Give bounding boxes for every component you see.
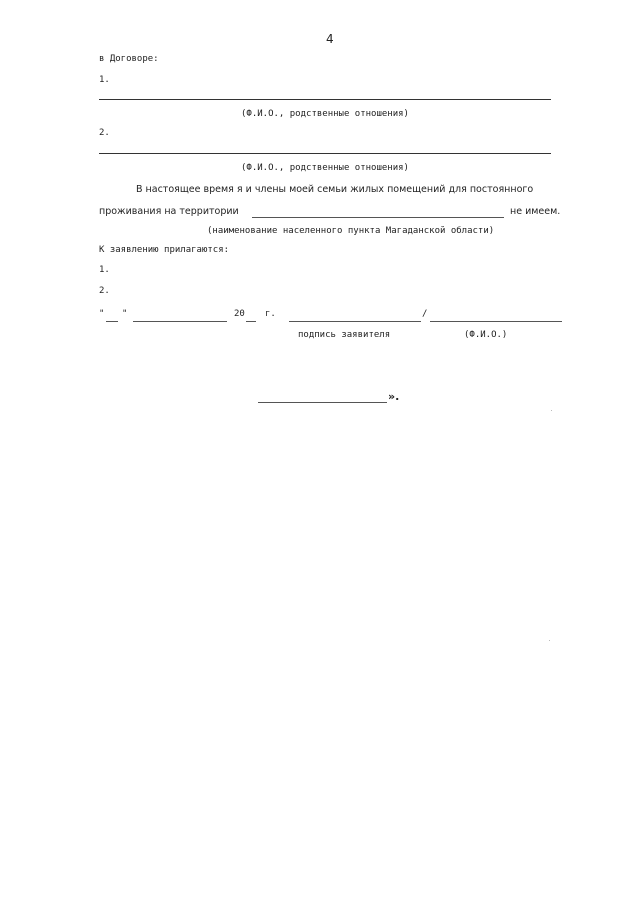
family-item-number-1: 1. — [99, 75, 110, 85]
statement-line-1: В настоящее время я и члены моей семьи жилых помещений для постоянного — [136, 184, 534, 195]
signature-line — [289, 321, 421, 322]
scan-speck — [551, 410, 552, 411]
attachment-item-1: 1. — [99, 265, 110, 275]
attachment-item-2: 2. — [99, 286, 110, 296]
date-quote-close: " — [122, 309, 128, 319]
locality-caption: (наименование населенного пункта Магаданской области) — [207, 226, 495, 236]
family-caption-1: (Ф.И.О., родственные отношения) — [241, 109, 409, 119]
year-suffix: г. — [265, 309, 276, 319]
closing-mark: ». — [388, 390, 400, 403]
date-quote-open: " — [99, 309, 105, 319]
family-name-line-2 — [99, 153, 551, 154]
attachments-heading: К заявлению прилагаются: — [99, 245, 230, 255]
statement-line-2-end: не имеем. — [510, 206, 561, 217]
family-item-number-2: 2. — [99, 128, 110, 138]
signature-caption: подпись заявителя — [298, 330, 391, 340]
locality-line — [252, 217, 504, 218]
closing-line — [258, 402, 387, 403]
day-line — [106, 321, 118, 322]
year-line — [246, 321, 256, 322]
name-line — [430, 321, 562, 322]
month-line — [133, 321, 227, 322]
scan-speck — [549, 640, 550, 641]
signature-separator: / — [422, 309, 428, 319]
family-caption-2: (Ф.И.О., родственные отношения) — [241, 163, 409, 173]
family-name-line-1 — [99, 99, 551, 100]
name-caption: (Ф.И.О.) — [464, 330, 508, 340]
year-prefix: 20 — [234, 309, 245, 319]
statement-line-2-start: проживания на территории — [99, 206, 239, 217]
page-number: 4 — [326, 32, 334, 46]
intro-text: в Договоре: — [99, 54, 159, 64]
